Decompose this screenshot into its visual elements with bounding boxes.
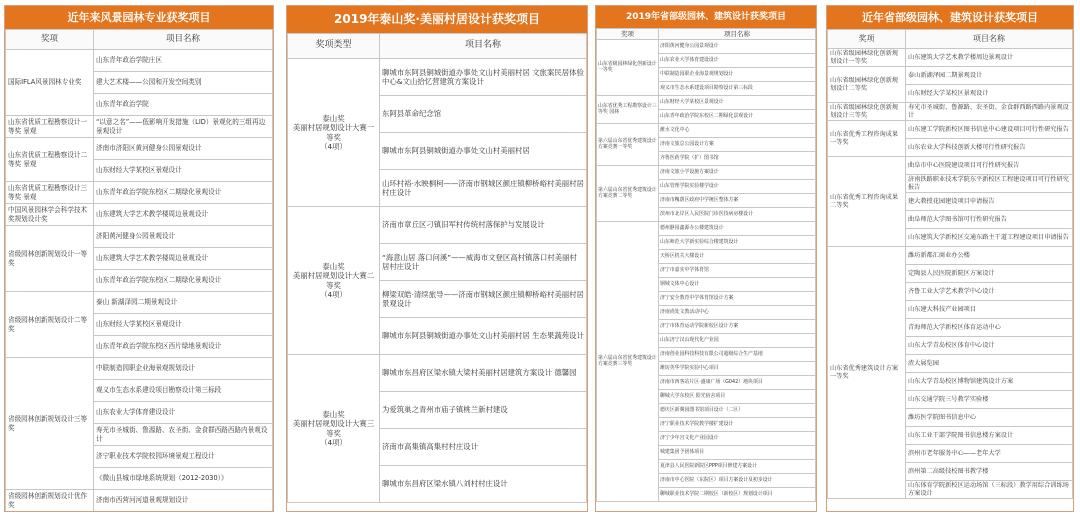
award-cell: 泰山奖 美丽村居规划设计大赛三等奖 （4项） xyxy=(288,355,380,503)
header-project: 项目名称 xyxy=(380,34,587,59)
project-cell: 聊城市东阿县铜城街道办事处文山村美丽村居 xyxy=(380,133,587,170)
table-row xyxy=(828,247,1073,265)
table-row xyxy=(597,222,816,236)
project-cell: 济南市章丘区刁镇旧军村传统村落保护与发展设计 xyxy=(380,207,587,244)
project-cell: 山东财经大学某校区景观设计 xyxy=(906,85,1073,103)
project-cell: 滨州市北岸区人民医院门诊医技病房楼设计 xyxy=(659,208,816,222)
project-cell: 滨州市老年服务中心——老年大学 xyxy=(906,445,1073,463)
panel-title: 2019年省部级园林、建筑设计获奖项目 xyxy=(596,6,816,28)
project-cell: 中联制造园职企业海景观规划设计 xyxy=(94,358,273,380)
table-row xyxy=(6,292,273,314)
project-cell: 山东青年政治学院 xyxy=(94,94,273,116)
project-cell: 城建集团予团体项目 xyxy=(659,446,816,460)
table-header-row xyxy=(597,29,816,40)
project-cell: 山东大学青岛校区博物馆建筑设计方案 xyxy=(906,373,1073,391)
project-cell: 济南尚处文教活动中心 xyxy=(659,306,816,320)
award-cell: 山东省优秀工程勘察设计三等奖 园林 xyxy=(597,96,659,124)
project-cell: 济阳黄河健身公园景观设计 xyxy=(94,226,273,248)
project-cell: 山东建工学院新校区图书信息中心建设项目可行性研究报告 xyxy=(906,121,1073,139)
project-cell: 天桥区机关大楼设计 xyxy=(659,250,816,264)
project-cell: 济南市济阳区黄河健身公园景观设计 xyxy=(94,138,273,160)
project-cell: 聊城市东阿县铜城街道办事处文山村美丽村居 生态果蔬苑设计 xyxy=(380,318,587,355)
project-cell: 济南文旅小学设施方案设计 xyxy=(659,166,816,180)
project-cell: 济南市西客站片区·盛康广场（G042）地块项目 xyxy=(659,376,816,390)
project-cell: 山东大学青岛校区体育中心设计 xyxy=(906,337,1073,355)
table-row xyxy=(6,50,273,72)
project-cell: 济宁职业技术学院校园环境景观工程设计 xyxy=(94,446,273,468)
project-cell: 山东建筑大学艺术教学楼周边景观设计 xyxy=(94,204,273,226)
project-cell: 山东青年政治学院东校区二期绿化景观设计 xyxy=(659,110,816,124)
project-cell: 建大艺术楼——公园和开发空间类别 xyxy=(94,72,273,94)
panel-taishan-awards xyxy=(286,5,588,512)
project-cell: 山东青年政治学院东校区二期绿化景观设计 xyxy=(94,270,273,292)
award-cell: 山东省级园林绿化创新规划设计三等奖 xyxy=(828,103,906,121)
table-row xyxy=(6,358,273,380)
award-cell: 第六届山东省优秀建筑设计方案竞赛三等奖 xyxy=(597,222,659,502)
table-header-row xyxy=(6,30,273,50)
table-header-row xyxy=(828,30,1073,49)
table-row xyxy=(288,59,587,96)
project-cell: 济宁安全教育中学体育馆设计方案 xyxy=(659,292,816,306)
project-cell: 山东工业干部学院图书信息楼方案设计 xyxy=(906,427,1073,445)
project-cell: 济南创业园科技科技有限公司超级综合生产基地 xyxy=(659,348,816,362)
award-cell: 省级园林创新规划设计二等奖 xyxy=(6,292,94,358)
award-cell: 第六届山东省优秀建筑设计方案竞赛二等奖 xyxy=(597,166,659,222)
award-cell: 山东省优质工程勘察设计一等奖 景观 xyxy=(6,116,94,138)
panel-title: 近年省部级园林、建筑设计获奖项目 xyxy=(827,6,1073,29)
project-cell: 曲阜市中心医院建设项目可行性研究报告 xyxy=(906,157,1073,175)
project-cell: 济阳黄河健身公园景观设计 xyxy=(659,40,816,54)
project-cell: 山东青年政治学院庄区 xyxy=(94,50,273,72)
project-cell: 夏津县人民医院新院区PPP项目修建方案设计 xyxy=(659,460,816,474)
project-cell: 山东财经大学某校区景观设计 xyxy=(659,96,816,110)
table-row xyxy=(597,40,816,54)
table-row xyxy=(828,67,1073,85)
award-cell: 第六届山东省优秀建筑设计方案竞赛一等奖 xyxy=(597,124,659,166)
awards-table xyxy=(5,29,273,512)
award-cell: 山东省优秀建筑设计方案一等奖 xyxy=(828,247,906,499)
table-row xyxy=(288,207,587,244)
project-cell: 山东师范大学新实验综合楼建筑设计 xyxy=(659,236,816,250)
project-cell: 潍水文化中心 xyxy=(659,124,816,138)
project-cell: “海意山居 落口问溪”——威海市文登区高村镇落口村美丽村居村庄设计 xyxy=(380,244,587,281)
project-cell: 山东青年政治学院东校区二期绿化景观设计 xyxy=(94,182,273,204)
table-row xyxy=(597,124,816,138)
project-cell: 德州静园鑫源办公楼建筑设计 xyxy=(659,222,816,236)
project-cell: 济南市槐荫区政府中学统区整体方案 xyxy=(659,194,816,208)
project-cell: 东阿县革命纪念馆 xyxy=(380,96,587,133)
project-cell: 山东管理学院实验楼学设计 xyxy=(659,180,816,194)
project-cell: 建大教授花园建设项目申请报告 xyxy=(906,193,1073,211)
award-cell: 山东省优秀工程咨询成果一等奖 xyxy=(828,121,906,157)
project-cell: 济宁市嘉实中学体育馆 xyxy=(659,264,816,278)
project-cell: 中联制造园职企业海景观规划设计 xyxy=(659,68,816,82)
panel-title: 2019年泰山奖·美丽村居设计获奖项目 xyxy=(287,6,587,33)
award-cell: 省级园林创新规划设计一等奖 xyxy=(6,226,94,292)
project-cell: 山环村裕·水映桐柯——济南市钢城区颜庄镇柳桥峪村美丽村居村庄设计 xyxy=(380,170,587,207)
project-cell: 山东青年政治学院东校区西片绿地景观设计 xyxy=(94,336,273,358)
panel-recent-provincial-awards xyxy=(826,5,1074,512)
project-cell: 观义市生态水系建设项目勘察设计第三标段 xyxy=(94,380,273,402)
awards-table xyxy=(596,28,816,502)
table-row xyxy=(828,121,1073,139)
award-cell: 山东省优质工程勘察设计二等奖 景观 xyxy=(6,138,94,182)
award-cell: 山东省优秀工程咨询成果二等奖 xyxy=(828,157,906,247)
project-cell: 齐鲁医药学院（扩）图书馆 xyxy=(659,152,816,166)
header-award: 奖项 xyxy=(597,29,659,40)
project-cell: 《微山县城市绿地系统规划（2012-2030）》 xyxy=(94,468,273,490)
table-row xyxy=(6,116,273,138)
project-cell: 为爱筑巢之青州市庙子镇桃兰新村建设 xyxy=(380,392,587,429)
project-cell: 聊城市东昌府区梁水镇八刘村村庄设计 xyxy=(380,466,587,503)
project-cell: 山东农业大学体育建设设计 xyxy=(659,54,816,68)
panel-title: 近年来风景园林专业获奖项目 xyxy=(5,6,273,29)
table-row xyxy=(6,490,273,512)
project-cell: 定陶县人民医院新院区方案设计 xyxy=(906,265,1073,283)
project-cell: 滨州第二高级技校图书教学楼 xyxy=(906,463,1073,481)
awards-table xyxy=(827,29,1073,499)
project-cell: 聊城市东阿县铜城街道办事处文山村美丽村居 文旅案民居体验中心&文山拾忆营建筑方案设计 xyxy=(380,59,587,96)
project-cell: 山东财经大学某校区景观设计 xyxy=(94,314,273,336)
project-cell: 潍坊医学院图书信息中心 xyxy=(906,409,1073,427)
project-cell: 寿光市圣城街、鲁源路、农圣街、金食群西路西路内景观设计 xyxy=(94,424,273,446)
panel-landscape-awards xyxy=(4,5,274,512)
award-cell: 山东省优质工程勘察设计三等奖 景观 xyxy=(6,182,94,204)
award-cell: 中国风景园林学会科学技术奖规划设计奖 xyxy=(6,204,94,226)
project-cell: 聊城大学东校区 阳光宿舍项目 xyxy=(659,390,816,404)
header-award: 奖项 xyxy=(6,30,94,50)
project-cell: 齐鲁工业大学艺术教学中心设计 xyxy=(906,283,1073,301)
project-cell: 山东济宁汉山现代化产业园 xyxy=(659,334,816,348)
table-header-row xyxy=(288,34,587,59)
project-cell: 聊城职业技术学院二期校区（新校区）规划设计项目 xyxy=(659,488,816,502)
project-cell: 钢城文体中心设计 xyxy=(659,278,816,292)
award-cell: 泰山奖 美丽村居规划设计大赛一等奖 （4项） xyxy=(288,59,380,207)
project-cell: 渣大展览园 xyxy=(906,355,1073,373)
project-cell: 济南铁路职业技术学院东平新校区工程建设项目可行性研究报告 xyxy=(906,175,1073,193)
project-cell: 寿光市圣城街、鲁源路、农圣街、金食群西路西路内景观设计 xyxy=(906,103,1073,121)
awards-table xyxy=(287,33,587,503)
project-cell: 山东农业大学科技创新大楼可行性研究报告 xyxy=(906,139,1073,157)
project-cell: 潍坊英华学院实验中心项目 xyxy=(659,362,816,376)
project-cell: 潍坊新都汇商业办公楼 xyxy=(906,247,1073,265)
project-cell: 泰山 新湖泽园二期景观设计 xyxy=(94,292,273,314)
project-cell: 济南市高集镇高集村村庄设计 xyxy=(380,429,587,466)
project-cell: 曲阜师范大学图书馆可行性研究报告 xyxy=(906,211,1073,229)
project-cell: 柳梁双皓·清续旅导——济南市钢城区颜庄镇柳桥峪村美丽村居景观设计 xyxy=(380,281,587,318)
project-cell: 山东建筑大学新校区交通东路主干道工程建设项目申请报告 xyxy=(906,229,1073,247)
project-cell: 山东交通学院三号教学实验楼 xyxy=(906,391,1073,409)
award-cell: 国际IFLA风景园林专业奖 xyxy=(6,50,94,116)
award-cell: 山东省级园林绿化创新设计一等奖 xyxy=(597,40,659,96)
project-cell: 济宁职业技术学院教学楼扩建设计 xyxy=(659,418,816,432)
table-row xyxy=(828,157,1073,175)
project-cell: “以意之名”——低影响开发措施（LID）景观化的三组再边景观设计 xyxy=(94,116,273,138)
project-cell: 济南市中心医院（东院区）项目方案设计及初步设计 xyxy=(659,474,816,488)
project-cell: 山东财经大学某校区景观设计 xyxy=(94,160,273,182)
award-cell: 山东省级园林绿化创新规划设计一等奖 xyxy=(828,49,906,67)
project-cell: 德庆区新翼园图书馆项目设计（二区） xyxy=(659,404,816,418)
header-project: 项目名称 xyxy=(94,30,273,50)
project-cell: 山东建筑大学艺术教学楼周边景观设计 xyxy=(906,49,1073,67)
panel-2019-provincial-awards xyxy=(595,5,817,512)
project-cell: 观义市生态水系建设项目勘察设计第三标段 xyxy=(659,82,816,96)
table-row xyxy=(828,103,1073,121)
project-cell: 济南文旅总公园设计方案 xyxy=(659,138,816,152)
table-row xyxy=(6,138,273,160)
project-cell: 山东体育学院新校区运动场馆（三标段）教学用综合训练场方案设计 xyxy=(906,481,1073,499)
project-cell: 山东农业大学体育建设设计 xyxy=(94,402,273,424)
project-cell: 聊城市东昌府区梁水镇大梁村美丽村居建筑方案设计 德馨园 xyxy=(380,355,587,392)
project-cell: 济宁少年宫文化产业园设计 xyxy=(659,432,816,446)
award-cell: 山东省级园林绿化创新规划设计二等奖 xyxy=(828,67,906,103)
header-award: 奖项类型 xyxy=(288,34,380,59)
header-project: 项目名称 xyxy=(906,30,1073,49)
header-project: 项目名称 xyxy=(659,29,816,40)
table-row xyxy=(828,49,1073,67)
project-cell: 泰山新湖泽园二期景观设计 xyxy=(906,67,1073,85)
project-cell: 济南市西营河河道景观规划设计 xyxy=(94,490,273,512)
table-row xyxy=(597,166,816,180)
project-cell: 山东建筑大学艺术教学楼周边景观设计 xyxy=(94,248,273,270)
project-cell: 山东建大科技产业园项目 xyxy=(906,301,1073,319)
table-row xyxy=(597,96,816,110)
table-row xyxy=(6,182,273,204)
table-row xyxy=(288,355,587,392)
header-award: 奖项 xyxy=(828,30,906,49)
award-cell: 泰山奖 美丽村居规划设计大赛二等奖 （4项） xyxy=(288,207,380,355)
award-cell: 省级园林创新规划设计优作奖 xyxy=(6,490,94,512)
table-row xyxy=(6,226,273,248)
table-row xyxy=(6,204,273,226)
award-cell: 省级园林创新规划设计三等奖 xyxy=(6,358,94,490)
project-cell: 青海师范大学新校区体育运动中心 xyxy=(906,319,1073,337)
project-cell: 济宁市体育运动学院新校区设计方案 xyxy=(659,320,816,334)
